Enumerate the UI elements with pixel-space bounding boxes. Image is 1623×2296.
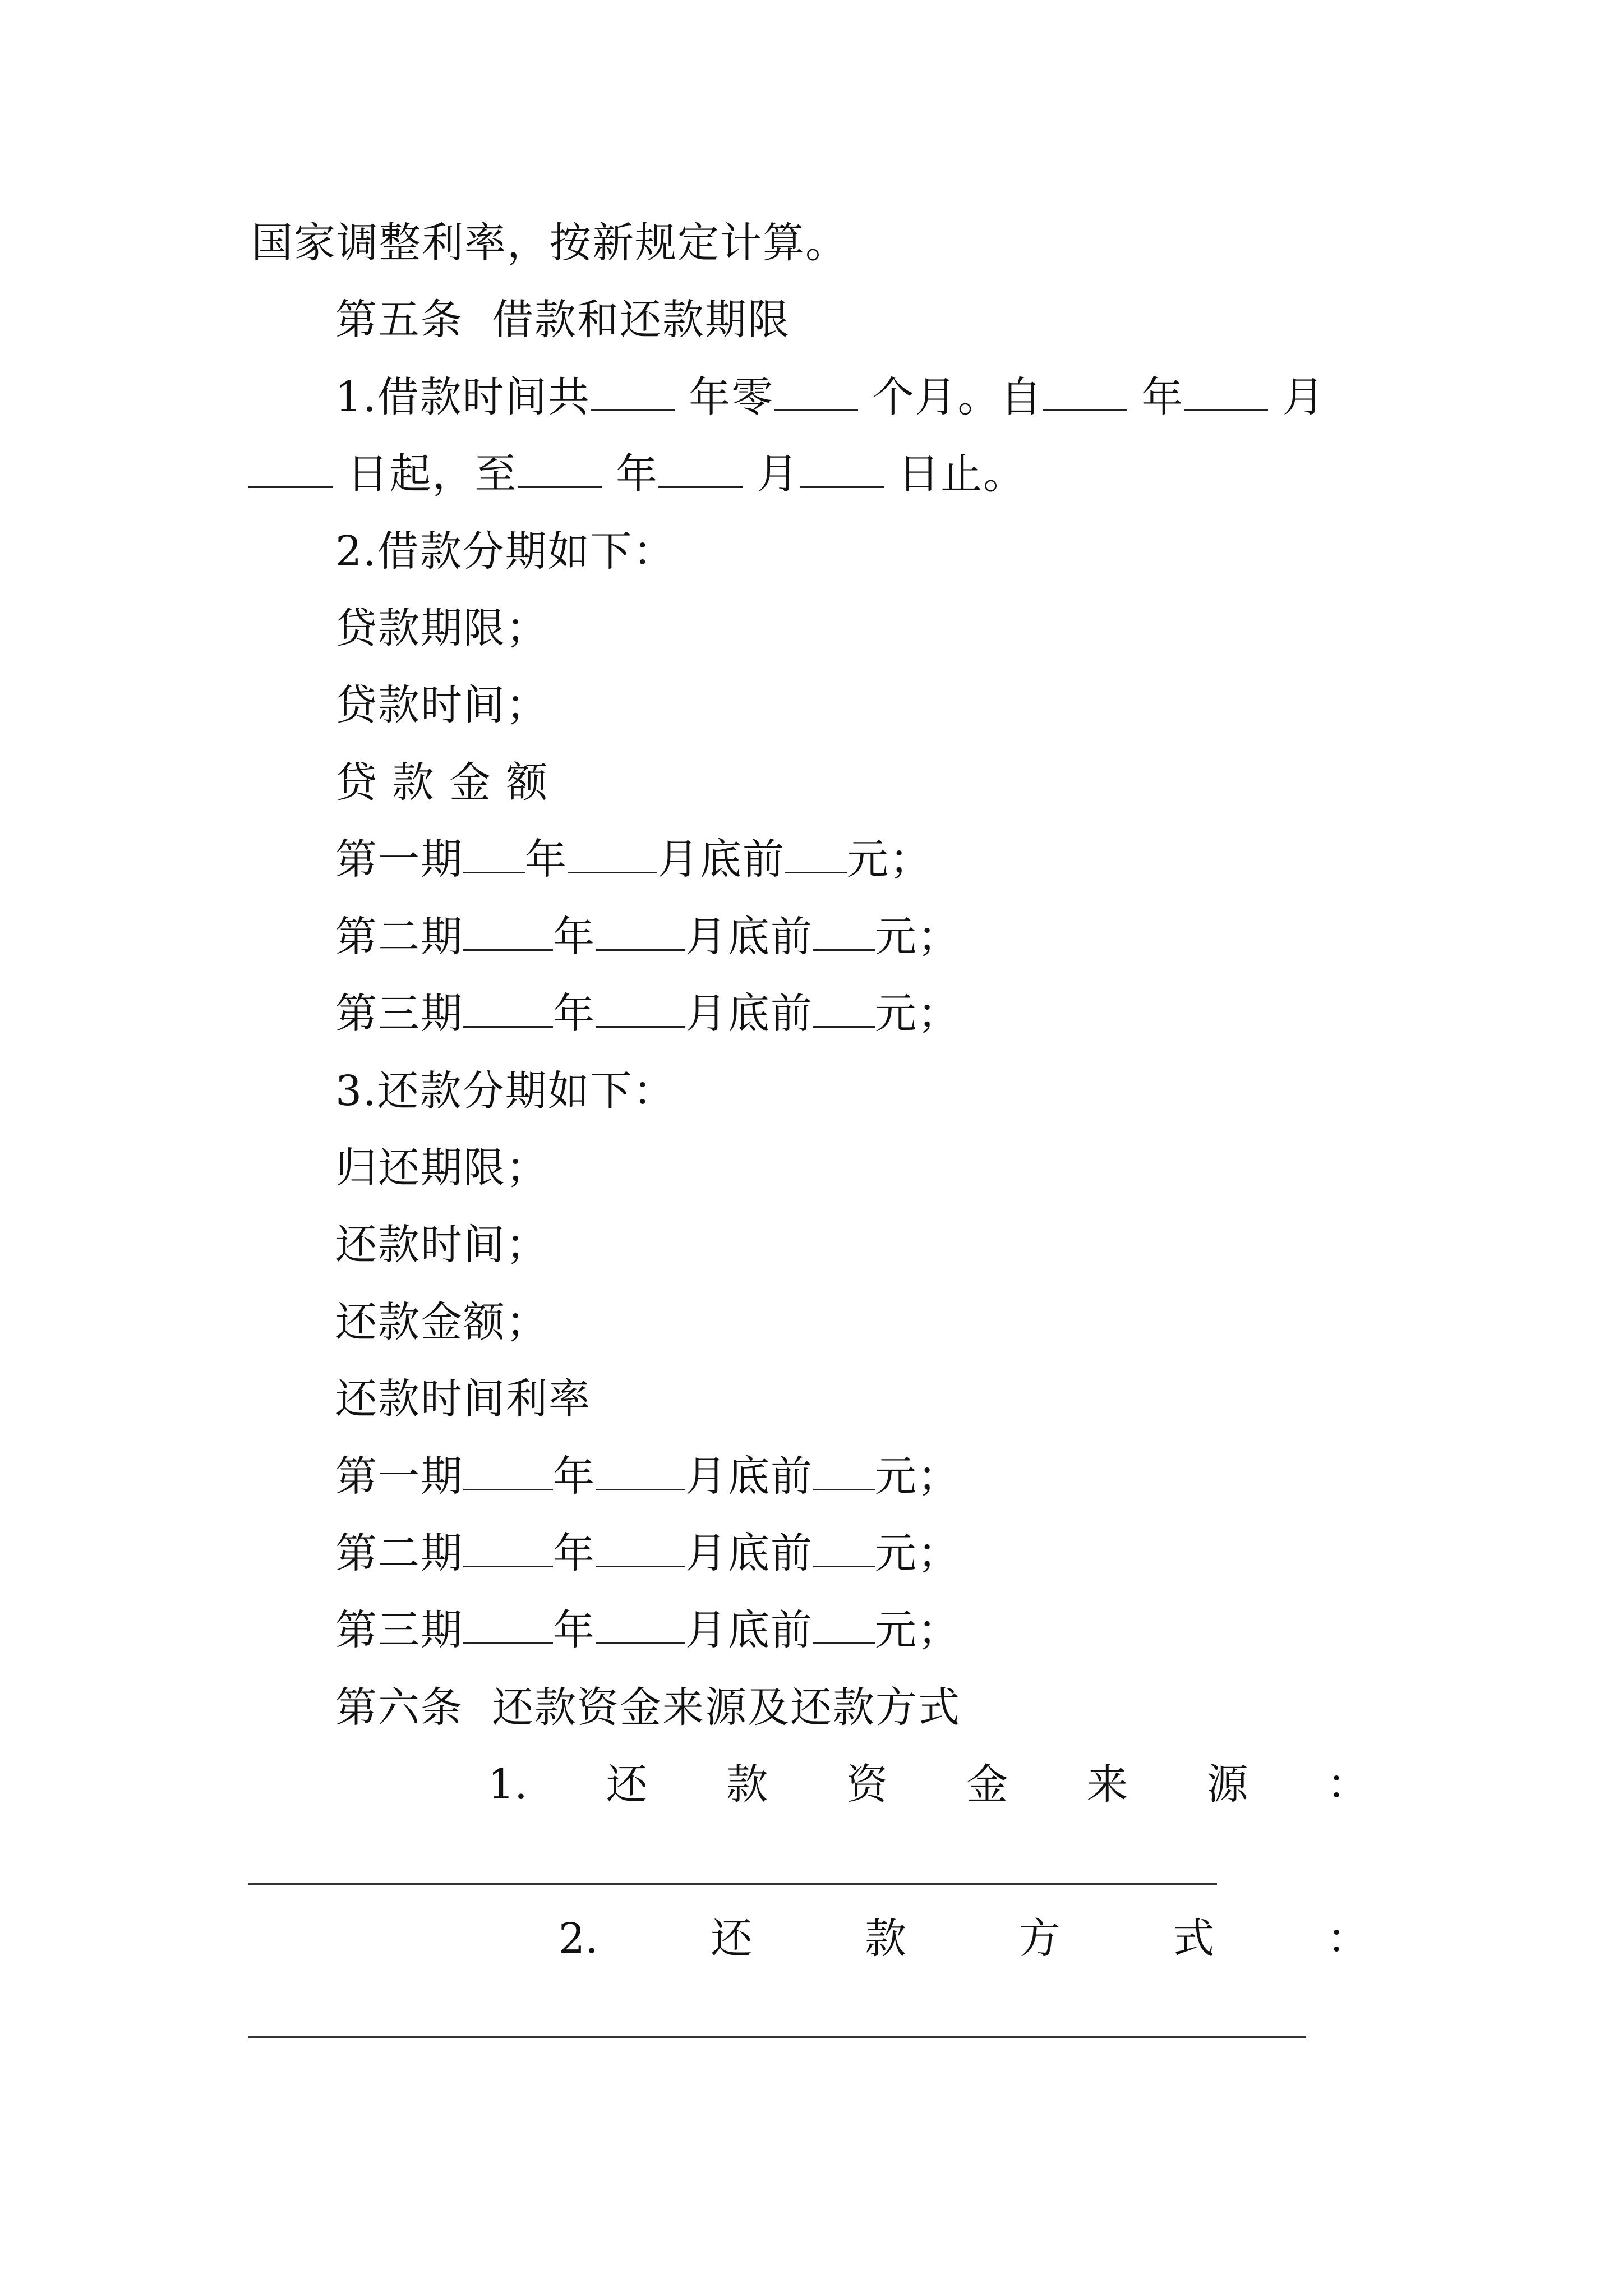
start-month-blank[interactable] — [1184, 375, 1268, 411]
month-text: 月底前 — [657, 835, 785, 884]
repay-period-2 — [335, 1528, 960, 1579]
month-blank[interactable] — [596, 1531, 685, 1567]
yuan-text: 元； — [875, 1529, 960, 1577]
repayment-method-fill-line[interactable] — [248, 2036, 1306, 2038]
item1-start-day-text: 日起，至 — [333, 450, 518, 498]
years-blank[interactable] — [591, 375, 675, 411]
repay-period-3 — [335, 1605, 960, 1655]
source-char: 来 — [1086, 1760, 1128, 1809]
loan-period-2 — [335, 912, 960, 962]
month-blank[interactable] — [596, 1454, 685, 1490]
year-blank[interactable] — [463, 837, 525, 873]
month-text: 月底前 — [685, 1529, 813, 1577]
end-day-blank[interactable] — [800, 452, 884, 488]
article-5-item-2: 2.借款分期如下： — [335, 527, 676, 576]
period-label: 第二期 — [335, 1529, 463, 1577]
year-text: 年 — [553, 1529, 596, 1577]
end-year-blank[interactable] — [518, 452, 602, 488]
month-text: 月底前 — [685, 1606, 813, 1654]
year-blank[interactable] — [463, 1608, 553, 1644]
year-text: 年 — [525, 835, 568, 884]
start-year-blank[interactable] — [1043, 375, 1127, 411]
year-text: 年 — [553, 1606, 596, 1654]
item1-year-text: 年零 — [674, 373, 774, 421]
item1-end-day-text: 日止。 — [883, 450, 1026, 498]
item1-label: 1.借款时间共 — [335, 373, 591, 421]
month-blank[interactable] — [568, 837, 657, 873]
repay-period-1 — [335, 1451, 960, 1502]
yuan-text: 元； — [875, 913, 960, 961]
month-blank[interactable] — [596, 1608, 685, 1644]
end-month-blank[interactable] — [658, 452, 743, 488]
loan-period-3 — [335, 988, 960, 1039]
month-text: 月底前 — [685, 913, 813, 961]
repay-rate-label: 还款时间利率 — [335, 1375, 591, 1423]
source-char: 还 — [606, 1760, 648, 1809]
yuan-text: 元； — [875, 990, 960, 1038]
source-char: 金 — [966, 1760, 1008, 1809]
item1-month-text: 个月。自 — [858, 373, 1043, 421]
month-blank[interactable] — [596, 914, 685, 951]
period-label: 第一期 — [335, 1452, 463, 1501]
year-blank[interactable] — [463, 914, 553, 951]
intro-tail-line: 国家调整利率，按新规定计算。 — [251, 219, 848, 267]
article-5-title: 第五条 借款和还款期限 — [335, 296, 791, 344]
start-day-blank[interactable] — [248, 452, 333, 488]
repayment-source-heading — [488, 1759, 1368, 1810]
loan-amount-label: 贷 款 金 额 — [335, 758, 549, 807]
method-char: 款 — [864, 1915, 906, 1963]
year-text: 年 — [553, 1452, 596, 1501]
month-text: 月底前 — [685, 1452, 813, 1501]
amount-blank[interactable] — [813, 1608, 875, 1644]
article-6-title: 第六条 还款资金来源及还款方式 — [335, 1683, 961, 1732]
amount-blank[interactable] — [813, 991, 875, 1028]
item1-end-month-text: 月 — [743, 450, 800, 498]
loan-term-label: 贷款期限； — [335, 604, 548, 652]
source-char: 款 — [726, 1760, 768, 1809]
source-number: 1. — [488, 1760, 528, 1809]
repayment-method-heading — [559, 1913, 1368, 1964]
article-5-item-1-line-1 — [335, 372, 1325, 422]
method-char: 还 — [711, 1915, 753, 1963]
amount-blank[interactable] — [813, 914, 875, 951]
yuan-text: 元； — [875, 1452, 960, 1501]
month-blank[interactable] — [596, 991, 685, 1028]
year-blank[interactable] — [463, 1531, 553, 1567]
year-blank[interactable] — [463, 1454, 553, 1490]
year-text: 年 — [553, 990, 596, 1038]
amount-blank[interactable] — [813, 1531, 875, 1567]
month-text: 月底前 — [685, 990, 813, 1038]
method-number: 2. — [559, 1915, 598, 1963]
period-label: 第三期 — [335, 990, 463, 1038]
repayment-source-fill-line[interactable] — [248, 1883, 1217, 1885]
yuan-text: 元； — [847, 835, 932, 884]
period-label: 第一期 — [335, 835, 463, 884]
source-char: 源 — [1206, 1760, 1248, 1809]
months-blank[interactable] — [774, 375, 858, 411]
loan-time-label: 贷款时间； — [335, 681, 548, 729]
item1-start-year-text: 年 — [1127, 373, 1184, 421]
loan-period-1 — [335, 834, 932, 885]
item1-end-year-text: 年 — [601, 450, 659, 498]
amount-blank[interactable] — [785, 837, 847, 873]
method-char: 式 — [1173, 1915, 1215, 1963]
amount-blank[interactable] — [813, 1454, 875, 1490]
item1-start-month-text: 月 — [1268, 373, 1325, 421]
article-5-item-1-line-2 — [248, 449, 1026, 499]
method-char: 方 — [1018, 1915, 1061, 1963]
method-colon: ： — [1326, 1915, 1368, 1963]
yuan-text: 元； — [875, 1606, 960, 1654]
period-label: 第三期 — [335, 1606, 463, 1654]
year-text: 年 — [553, 913, 596, 961]
source-colon: ： — [1326, 1760, 1368, 1809]
article-5-item-3: 3.还款分期如下： — [335, 1067, 676, 1115]
year-blank[interactable] — [463, 991, 553, 1028]
repay-amount-label: 还款金额； — [335, 1298, 548, 1346]
repay-time-label: 还款时间； — [335, 1221, 548, 1269]
return-term-label: 归还期限； — [335, 1144, 548, 1192]
source-char: 资 — [846, 1760, 888, 1809]
period-label: 第二期 — [335, 913, 463, 961]
